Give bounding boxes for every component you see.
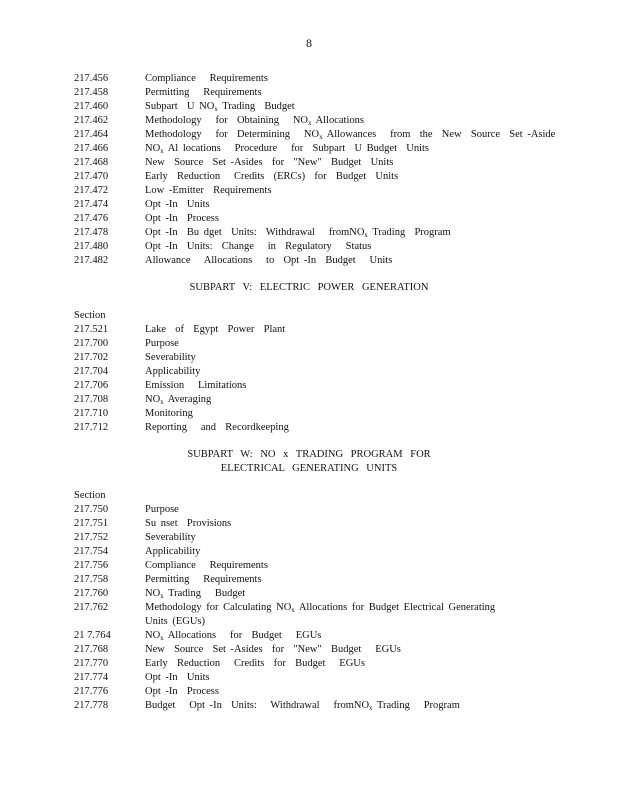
subpart-v-section-list [74, 309, 594, 435]
section-number: 217.760 [74, 588, 109, 599]
subpart-v-heading: SUBPART V: ELECTRIC POWER GENERATION [189, 282, 429, 293]
section-number: 217.466 [74, 143, 109, 154]
section-number: 217.752 [74, 532, 109, 543]
section-number: 217.776 [74, 686, 109, 697]
section-number: 217.700 [74, 338, 109, 349]
subpart-w-heading: SUBPART W: NO x TRADING PROGRAM FOR ELECTRICAL GENERATING UNITS [187, 449, 431, 474]
section-title: Subpart U $NO_x$ Trading Budget [145, 101, 295, 113]
section-column-label: Section [74, 310, 106, 321]
section-title: Monitoring [145, 408, 193, 419]
section-number: 217.712 [74, 422, 109, 433]
section-title: Su nset Provisions [145, 518, 232, 529]
section-number: 217.464 [74, 129, 109, 140]
section-title: Methodology for Obtaining $NO_x$ Allocations [145, 115, 364, 127]
section-entry [74, 559, 594, 573]
section-title: Early Reduction Credits (ERCs) for Budget Units [145, 171, 399, 182]
section-number: 217.702 [74, 352, 109, 363]
section-title: Opt -In Process [145, 686, 219, 697]
section-title: Compliance Requirements [145, 73, 268, 84]
section-entry [74, 254, 594, 268]
section-title: Lake of Egypt Power Plant [145, 324, 286, 335]
section-number: 217.470 [74, 171, 109, 182]
section-entry [74, 156, 594, 170]
section-number: 217.456 [74, 73, 109, 84]
section-entry [74, 86, 594, 100]
section-number: 217.756 [74, 560, 109, 571]
section-entry [74, 601, 594, 629]
section-number: 217.478 [74, 227, 109, 238]
section-title: Opt -In Units [145, 672, 210, 683]
section-number: 217.476 [74, 213, 109, 224]
section-title: Severability [145, 532, 196, 543]
section-title: Applicability [145, 366, 201, 377]
section-entry [74, 573, 594, 587]
section-entry [74, 587, 594, 601]
section-entry [74, 142, 594, 156]
section-title: Opt -In Units [145, 199, 210, 210]
section-title: Methodology for Calculating $NO_x$ Allocations for Budget Electrical Generating Units (EGUs) [145, 602, 496, 627]
section-entry [74, 685, 594, 699]
section-entry [74, 643, 594, 657]
section-number: 217.774 [74, 672, 109, 683]
section-title: New Source Set -Asides for "New" Budget Units [145, 157, 394, 168]
section-column-label: Section [74, 490, 106, 501]
section-title: Early Reduction Credits for Budget EGUs [145, 658, 365, 669]
section-title: Applicability [145, 546, 201, 557]
section-entry [74, 379, 594, 393]
section-entry [74, 72, 594, 86]
section-entry [74, 240, 594, 254]
section-number: 217.706 [74, 380, 109, 391]
section-number: 217.472 [74, 185, 109, 196]
section-entry [74, 100, 594, 114]
section-number: 217.710 [74, 408, 109, 419]
section-entry [74, 671, 594, 685]
section-number: 217.460 [74, 101, 109, 112]
section-number: 217.521 [74, 324, 109, 335]
section-entry [74, 407, 594, 421]
section-title: Emission Limitations [145, 380, 247, 391]
section-number: 217.480 [74, 241, 109, 252]
section-entry [74, 545, 594, 559]
section-number: 217.462 [74, 115, 109, 126]
section-number: 217.704 [74, 366, 109, 377]
section-entry [74, 128, 594, 142]
section-entry [74, 657, 594, 671]
section-entry [74, 503, 594, 517]
section-title: New Source Set -Asides for "New" Budget EGUs [145, 644, 401, 655]
section-title: Permitting Requirements [145, 574, 262, 585]
subpart-u-section-list [74, 72, 594, 268]
section-entry [74, 351, 594, 365]
section-entry [74, 170, 594, 184]
section-entry [74, 531, 594, 545]
subpart-w-section-list [74, 489, 594, 713]
section-entry [74, 421, 594, 435]
section-number: 217.754 [74, 546, 109, 557]
section-entry [74, 393, 594, 407]
section-title: $NO_x$ Averaging [145, 394, 212, 406]
section-entry [74, 699, 594, 713]
section-entry [74, 226, 594, 240]
section-number: 217.474 [74, 199, 109, 210]
section-entry [74, 337, 594, 351]
section-number: 217.762 [74, 602, 109, 613]
section-title: Reporting and Recordkeeping [145, 422, 289, 433]
section-title: Low -Emitter Requirements [145, 185, 272, 196]
section-title: Opt -In Units: Change in Regulatory Status [145, 241, 372, 252]
section-title: Allowance Allocations to Opt -In Budget Units [145, 255, 393, 266]
section-title: Purpose [145, 338, 179, 349]
section-number: 217.708 [74, 394, 109, 405]
section-entry [74, 114, 594, 128]
section-entry [74, 365, 594, 379]
page-number: 8 [306, 36, 312, 50]
section-title: Permitting Requirements [145, 87, 262, 98]
section-number: 217.770 [74, 658, 109, 669]
section-number: 217.778 [74, 700, 109, 711]
section-number: 217.482 [74, 255, 109, 266]
section-title: $NO_x$ Al locations Procedure for Subpart U Budget Units [145, 143, 430, 155]
section-title: Compliance Requirements [145, 560, 268, 571]
section-title: $NO_x$ Allocations for Budget EGUs [145, 630, 322, 642]
section-number: 217.458 [74, 87, 109, 98]
section-number: 21 7.764 [74, 630, 111, 641]
section-title: Opt -In Bu dget Units: Withdrawal fromNO$_x$ Trading Program [145, 227, 451, 239]
section-title: Opt -In Process [145, 213, 219, 224]
section-number: 217.751 [74, 518, 109, 529]
section-entry [74, 184, 594, 198]
section-number: 217.468 [74, 157, 109, 168]
section-title: Budget Opt -In Units: Withdrawal fromNO$_x$ Trading Program [145, 700, 460, 712]
section-entry [74, 323, 594, 337]
section-entry [74, 517, 594, 531]
section-number: 217.750 [74, 504, 109, 515]
section-entry [74, 212, 594, 226]
section-title: Purpose [145, 504, 179, 515]
section-entry [74, 629, 594, 643]
section-number: 217.768 [74, 644, 109, 655]
section-title: Methodology for Determining $NO_x$ Allowances from the New Source Set -Aside [145, 129, 556, 141]
section-title: $NO_x$ Trading Budget [145, 588, 246, 600]
section-entry [74, 198, 594, 212]
section-title: Severability [145, 352, 196, 363]
section-number: 217.758 [74, 574, 109, 585]
